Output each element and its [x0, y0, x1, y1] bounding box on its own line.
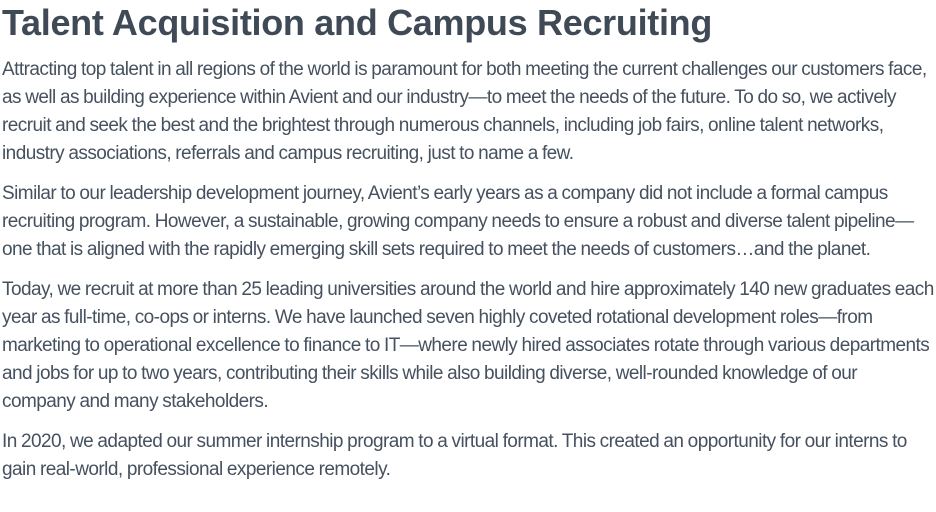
- paragraph-virtual-internship: In 2020, we adapted our summer internship program to a virtual format. This created an opportunity for our interns to gain real-world, professional experience remotely.: [2, 431, 907, 480]
- page-title: Talent Acquisition and Campus Recruiting: [2, 2, 713, 43]
- paragraph-talent-attraction: Attracting top talent in all regions of the world is paramount for both meeting the current challenges our customers face, as well as building experience within Avient and our industry—to meet the needs of the future. To do so, we actively recruit and seek the best and the brightest through numerous channels, including job fairs, online talent networks, industry associations, referrals and campus recruiting, just to name a few.: [2, 59, 927, 164]
- paragraph-campus-recruiting-history: Similar to our leadership development journey, Avient’s early years as a company did not include a formal campus recruiting program. However, a sustainable, growing company needs to ensure a robust and diverse talent pipeline—one that is aligned with the rapidly emerging skill sets required to meet the needs of customers…and the planet.: [2, 183, 914, 260]
- paragraph-university-recruiting: Today, we recruit at more than 25 leading universities around the world and hire approximately 140 new graduates each year as full-time, co-ops or interns. We have launched seven highly coveted rotational development roles—from marketing to operational excellence to finance to IT—where newly hired associates rotate through various departments and jobs for up to two years, contributing their skills while also building diverse, well-rounded knowledge of our company and many stakeholders.: [2, 279, 934, 412]
